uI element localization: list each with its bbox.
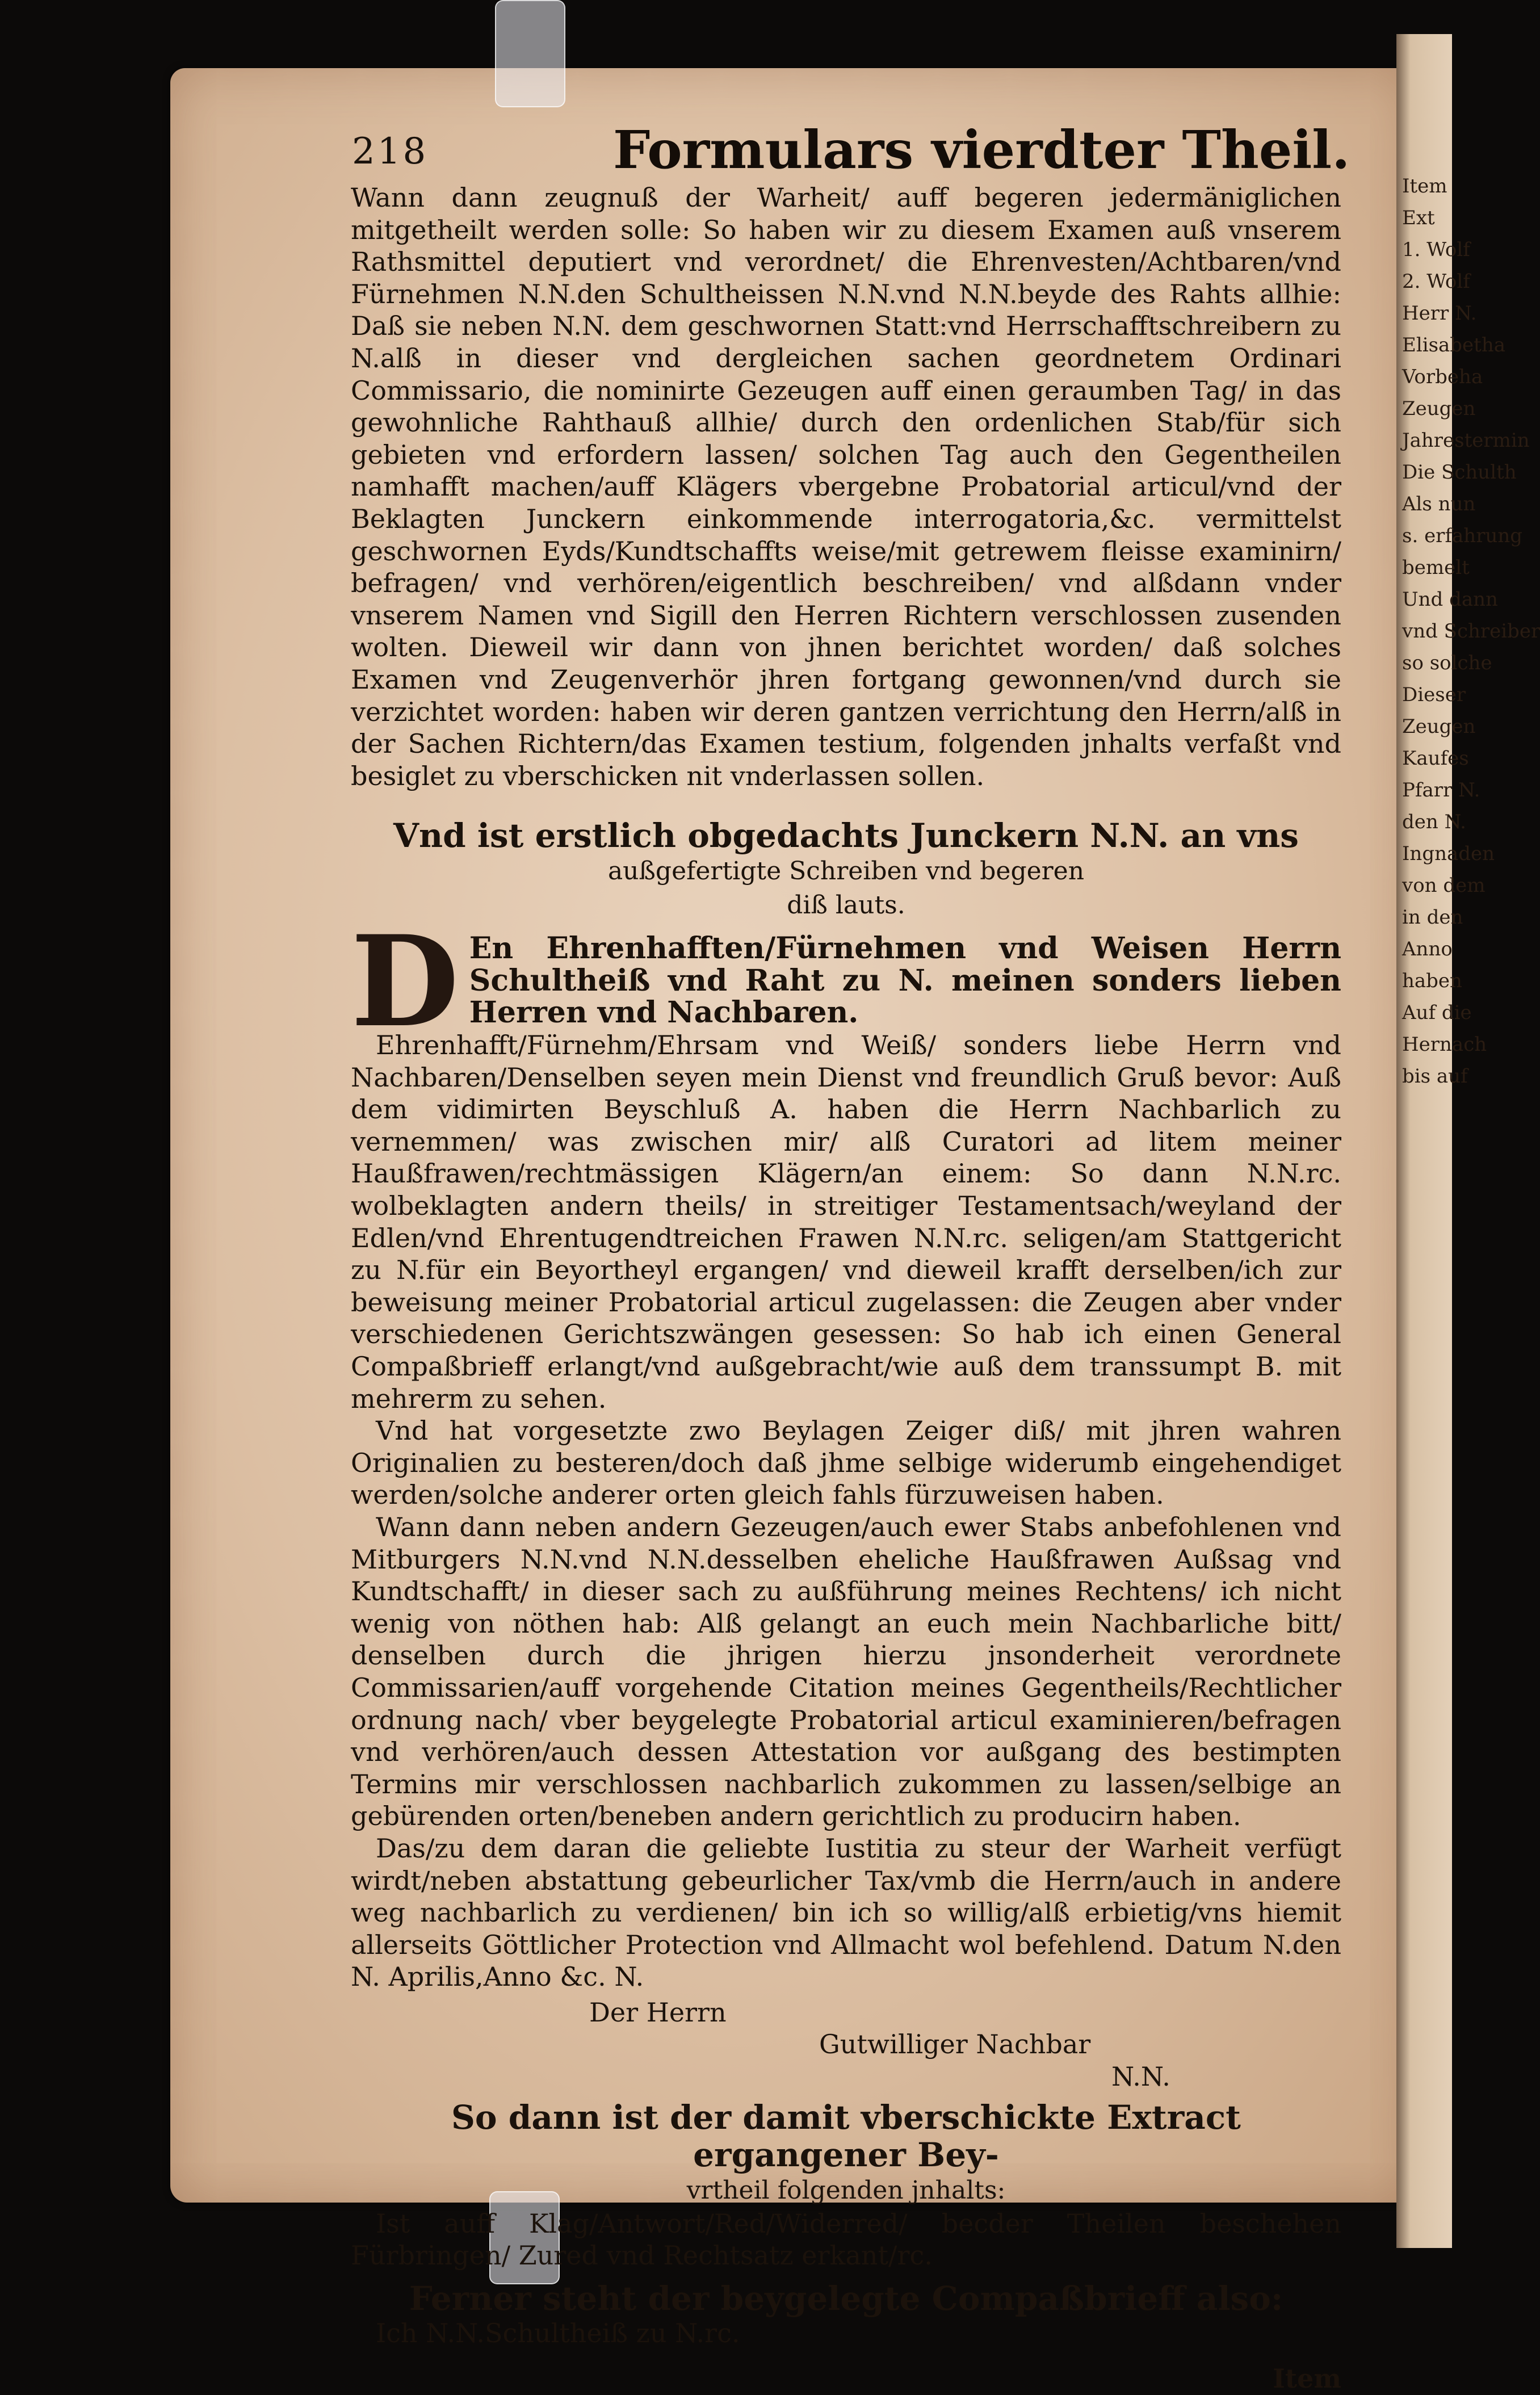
facing-page-line: Ext (1402, 207, 1435, 229)
section-heading-2: So dann ist der damit vberschickte Extract ergangener Bey- (451, 2098, 1241, 2174)
facing-page-line: Item (1402, 175, 1447, 198)
page-clip-top (495, 0, 565, 107)
signature-line-3: N.N. (1111, 2061, 1170, 2092)
facing-page-line: Als nun (1402, 493, 1476, 515)
facing-page-line: Dieser (1402, 683, 1466, 706)
facing-page-line: Zeugen (1402, 397, 1476, 420)
signature-line-1: Der Herrn (589, 1996, 727, 2028)
section-heading-2-sub: vrtheil folgenden jnhalts: (686, 2175, 1006, 2205)
facing-page-line: bis auf (1402, 1065, 1468, 1088)
facing-page-line: Jahrestermin (1402, 429, 1530, 452)
facing-page-line: bemelt (1402, 556, 1470, 579)
facing-page-line: Und dann (1402, 588, 1498, 611)
facing-page-line: so solche (1402, 652, 1492, 674)
final-line: Ich N.N.Schultheiß zu N.rc. (376, 2317, 740, 2348)
letter-paragraph-4: Das/zu dem daran die geliebte Iustitia zu steur der Warheit verfügt wirdt/neben abstattung gebeurlicher Tax/vmb die Herrn/auch in andere weg nachbarlich zu verdienen/ bin ich so willig/alß erbietig/vns hiemit allerseits Göttlicher Protection vnd Allmacht wol befehlend. Datum N.den N. Aprilis,Anno &c. N. (351, 1832, 1341, 1993)
facing-page-line: Elisabetha (1402, 334, 1506, 356)
section-heading-1-sub-a: außgefertigte Schreiben vnd begeren (607, 857, 1085, 886)
intro-paragraph: Wann dann zeugnuß der Warheit/ auff begeren jedermäniglichen mitgetheilt werden solle: So haben wir zu diesem Examen auß vnserem Rathsmittel deputiert vnd verordnet/ die Ehrenvesten/Achtbaren/vnd Fürnehmen N.N.den Schultheissen N.N.vnd N.N.beyde des Rahts allhie: Daß sie neben N.N. dem geschwornen Statt:vnd Herrschafftschreibern zu N.alß in dieser vnd dergleichen sachen geordnetem Ordinari Commissario, die nominirte Gezeugen auff einen geraumben Tag/ in das gewohnliche Rahthauß allhie/ durch den ordenlichen Stab/für sich gebieten vnd erfordern lassen/ solchen Tag auch den Gegentheilen namhafft machen/auff Klägers vbergebne Probatorial articul/vnd der Beklagten Junckern einkommende interrogatoria,&c. vermittelst geschwornen Eyds/Kundtschaffts weise/mit getrewem fleisse examinirn/ befragen/ vnd verhören/eigentlich beschreiben/ vnd alßdann vnder vnserem Namen vnd Sigill den Herren Richtern verschlossen zusenden wolten. Dieweil wir dann von jhnen berichtet worden/ daß solches Examen vnd Zeugenverhör jhren fortgang gewonnen/vnd durch sie verzichtet worden: haben wir deren gantzen verrichtung den Herrn/alß in der Sachen Richtern/das Examen testium, folgenden jnhalts verfaßt vnd besiglet zu vberschicken nit vnderlassen sollen. (351, 182, 1341, 791)
letter-paragraph-1: Ehrenhafft/Fürnehm/Ehrsam vnd Weiß/ sonders liebe Herrn vnd Nachbaren/Denselben seyen mein Dienst vnd freundlich Gruß bevor: Auß dem vidimirten Beyschluß A. haben die Herrn Nachbarlich zu vernemmen/ was zwischen mir/ alß Curatori ad litem meiner Haußfrawen/rechtmässigen Klägern/an einem: So dann N.N.rc. wolbeklagten andern theils/ in streitiger Testamentsach/weyland der Edlen/vnd Ehrentugendtreichen Frawen N.N.rc. seligen/am Stattgericht zu N.für ein Beyortheyl ergangen/ vnd dieweil krafft derselben/ich zur beweisung meiner Probatorial articul zugelassen: die Zeugen aber vnder verschiedenen Gerichtszwängen gesessen: So hab ich einen General Compaßbrieff erlangt/vnd außgebracht/wie auß dem transsumpt B. mit mehrerm zu sehen. (351, 1030, 1341, 1414)
facing-page-line: Die Schulth (1402, 461, 1517, 484)
facing-page-line: 1. Wolf (1402, 238, 1470, 261)
folio-number: 218 (352, 131, 429, 173)
main-text-block (351, 182, 1341, 2395)
facing-page-line: Zeugen (1402, 715, 1476, 738)
letter-opening (351, 908, 1341, 1415)
facing-page-line: Vorbeha (1402, 366, 1483, 388)
facing-page-line: vnd Schreiber (1402, 620, 1540, 643)
facing-page-line: Kaufes (1402, 747, 1469, 770)
facing-page-line: in den (1402, 906, 1463, 929)
catchword: Item (1273, 2363, 1341, 2394)
signature-line-2: Gutwilliger Nachbar (819, 2029, 1091, 2060)
facing-page-line: 2. Wolf (1402, 270, 1470, 293)
letter-paragraph-2: Vnd hat vorgesetzte zwo Beylagen Zeiger diß/ mit jhren wahren Originalien zu besteren/doch daß jhme selbige widerumb eingehendiget werden/solche anderer orten gleich fahls fürzuweisen haben. (351, 1415, 1341, 1511)
facing-page-text (1402, 170, 1540, 1092)
facing-page-line: haben (1402, 970, 1462, 992)
facing-page-line: s. erfahrung (1402, 525, 1523, 547)
facing-page-line: von dem (1402, 874, 1486, 897)
facing-page-line: den N. (1402, 811, 1466, 833)
section-heading-3: Ferner steht der beygelegte Compaßbrieff also: (409, 2279, 1283, 2318)
running-head: Formulars vierdter Theil. (613, 119, 1350, 181)
letter-paragraph-3: Wann dann neben andern Gezeugen/auch ewer Stabs anbefohlenen vnd Mitburgers N.N.vnd N.N.desselben eheliche Haußfrawen Außsag vnd Kundtschafft/ in dieser sach zu außführung meines Rechtens/ ich nicht wenig von nöthen hab: Alß gelangt an euch mein Nachbarliche bitt/ denselben durch die jhrigen hierzu jnsonderheit verordnete Commissarien/auff vorgehende Citation meines Gegentheils/Rechtlicher ordnung nach/ vber beygelegte Probatorial articul examinieren/befragen vnd verhören/auch dessen Attestation vor außgang des bestimpten Termins mir verschlossen nachbarlich zukommen zu lassen/selbige an gebürenden orten/beneben andern gerichtlich zu producirn haben. (351, 1511, 1341, 1832)
facing-page-line: Pfarr N. (1402, 779, 1480, 802)
facing-page-line: Anno (1402, 938, 1453, 960)
facing-page-line: Auf die (1402, 1001, 1472, 1024)
letter-salutation: En Ehrenhafften/Fürnehmen vnd Weisen Herrn Schultheiß vnd Raht zu N. meinen sonders lieben Herren vnd Nachbaren. (469, 931, 1341, 1030)
section-heading-1-sub-b: diß lauts. (787, 891, 905, 920)
facing-page-line: Hernach (1402, 1033, 1487, 1056)
drop-capital: D (351, 908, 459, 1055)
facing-page-line: Herr N. (1402, 302, 1477, 325)
facing-page-line: Ingnaden (1402, 842, 1495, 865)
section-heading-1: Vnd ist erstlich obgedachts Junckern N.N. an vns (393, 816, 1299, 855)
ruling-paragraph: Ist auff Klag/Antwort/Red/Widerred/ becder Theilen beschehen Fürbringen/ Zured vnd Rechtsatz erkant/rc. (351, 2208, 1341, 2271)
